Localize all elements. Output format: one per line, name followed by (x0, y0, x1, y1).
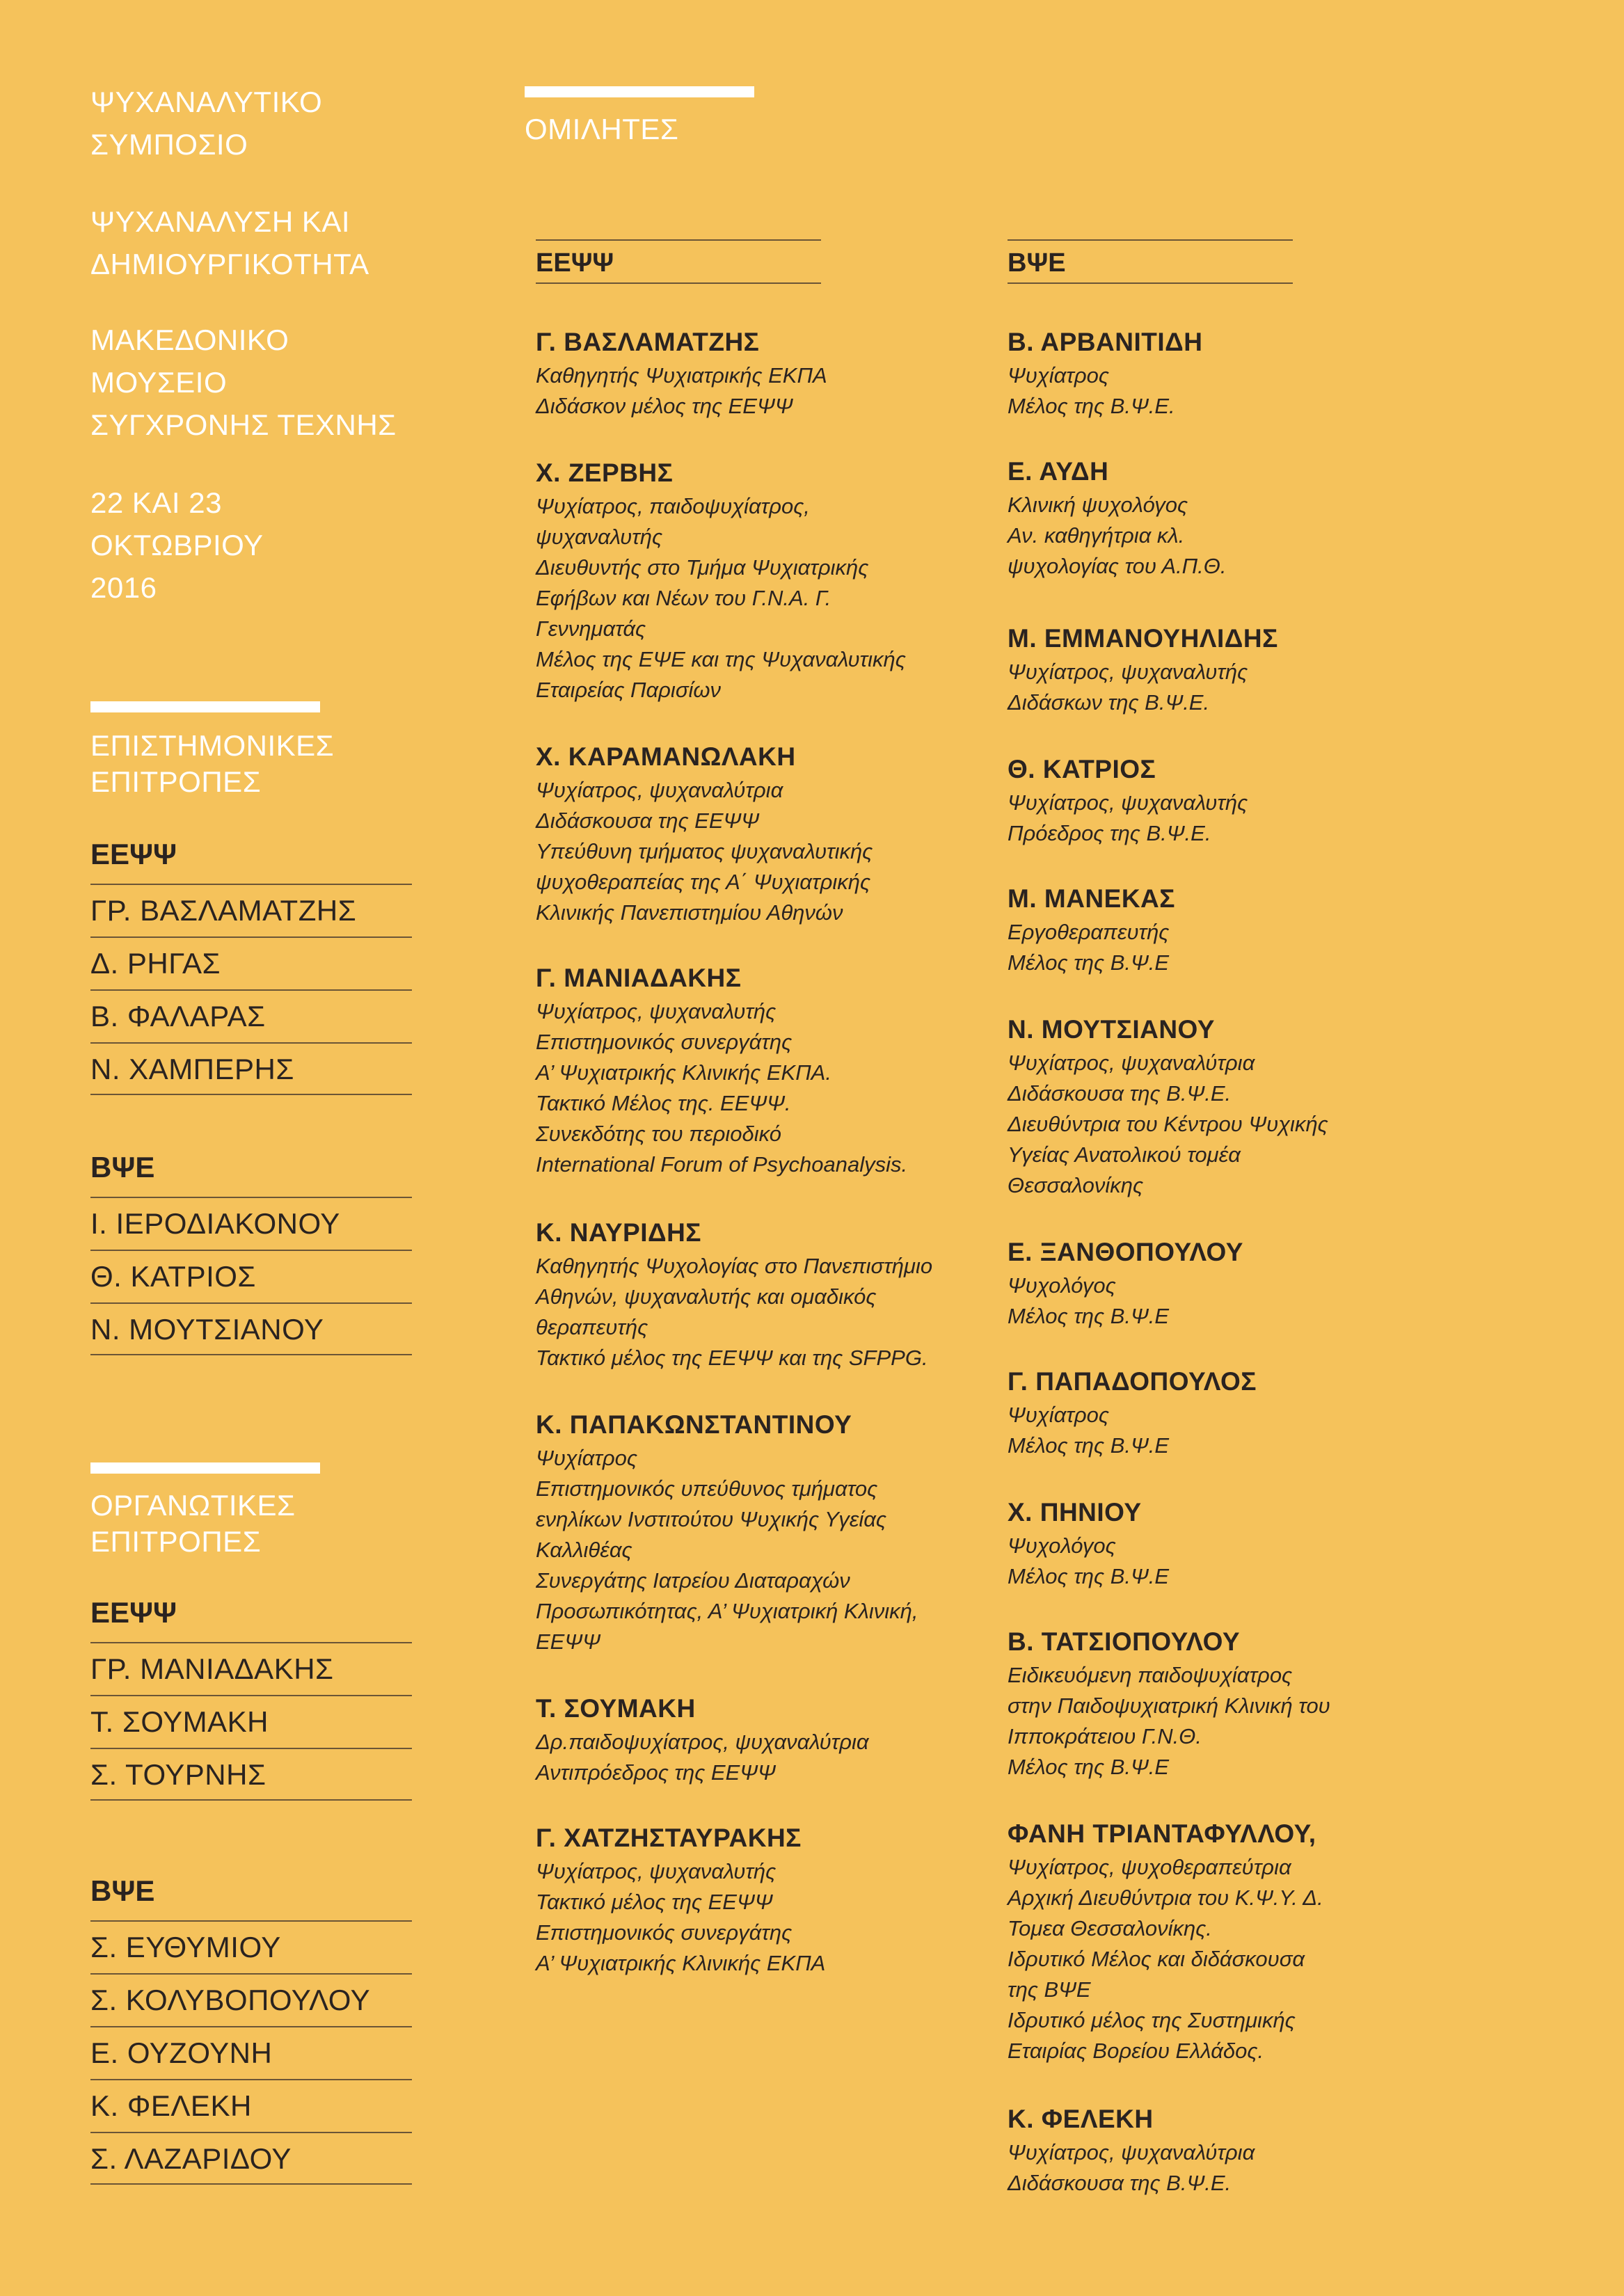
speaker-role: Κλινική ψυχολόγος Αν. καθηγήτρια κλ. ψυχολογίας του Α.Π.Θ. (1008, 493, 1227, 578)
committee-member: Κ. ΦΕΛΕΚΗ (90, 2079, 412, 2132)
scientific-committee-eepsps (90, 834, 412, 1095)
speaker-entry (1008, 884, 1425, 978)
speaker-entry (536, 1410, 953, 1657)
title-line: ΟΡΓΑΝΩΤΙΚΕΣ (90, 1489, 296, 1522)
speaker-entry (1008, 1237, 1425, 1332)
speaker-entry (536, 963, 953, 1180)
speaker-role: Ψυχίατρος Επιστημονικός υπεύθυνος τμήματος ενηλίκων Ινστιτούτου Ψυχικής Υγείας Καλλιθέας Συνεργάτης Ιατρείου Διαταραχών Προσωπικότητας, Α’ Ψυχιατρική Κλινική, ΕΕΨΨ (536, 1446, 918, 1654)
speaker-name: Χ. ΚΑΡΑΜΑΝΩΛΑΚΗ (536, 742, 796, 771)
committee-member: Β. ΦΑΛΑΡΑΣ (90, 989, 412, 1042)
event-title-line: ΨΥΧΑΝΑΛΥΤΙΚΟ (90, 86, 323, 118)
event-date-line: 2016 (90, 571, 157, 604)
section-divider-bar (90, 701, 320, 712)
committee-member: Σ. ΤΟΥΡΝΗΣ (90, 1748, 412, 1801)
speakers-col-org: ΒΨΕ (1008, 239, 1293, 284)
speaker-name: Β. ΤΑΤΣΙΟΠΟΥΛΟΥ (1008, 1627, 1241, 1656)
speaker-name: Γ. ΒΑΣΛΑΜΑΤΖΗΣ (536, 328, 760, 356)
committee-member: Ε. ΟΥΖΟΥΝΗ (90, 2026, 412, 2079)
committee-member: Τ. ΣΟΥΜΑΚΗ (90, 1695, 412, 1748)
committee-member: ΓΡ. ΒΑΣΛΑΜΑΤΖΗΣ (90, 884, 412, 936)
committee-member: Ν. ΧΑΜΠΕΡΗΣ (90, 1042, 412, 1095)
event-subtitle-line: ΨΥΧΑΝΑΛΥΣΗ ΚΑΙ (90, 205, 351, 238)
event-venue-line: ΜΟΥΣΕΙΟ (90, 366, 228, 399)
event-title (90, 81, 480, 166)
speaker-name: Θ. ΚΑΤΡΙΟΣ (1008, 755, 1156, 783)
speaker-role: Δρ.παιδοψυχίατρος, ψυχαναλύτρια Αντιπρόεδρος της ΕΕΨΨ (536, 1730, 869, 1785)
speaker-role: Ψυχίατρος Μέλος της Β.Ψ.Ε. (1008, 363, 1175, 418)
speaker-entry (1008, 623, 1425, 718)
event-title-line: ΣΥΜΠΟΣΙΟ (90, 128, 248, 161)
speaker-entry (1008, 754, 1425, 849)
speaker-role: Ψυχίατρος, ψυχοθεραπεύτρια Αρχική Διευθύντρια του Κ.Ψ.Υ. Δ. Τομεα Θεσσαλονίκης. Ιδρυτικό Μέλος και διδάσκουσα της ΒΨΕ Ιδρυτικό μέλος της Συστημικής Εταιρίας Βορείου Ελλάδος. (1008, 1855, 1323, 2063)
speaker-name: Μ. ΕΜΜΑΝΟΥΗΛΙΔΗΣ (1008, 624, 1278, 653)
title-line: ΕΠΙΣΤΗΜΟΝΙΚΕΣ (90, 729, 335, 762)
committee-org: ΕΕΨΨ (90, 838, 177, 870)
speaker-entry (1008, 1497, 1425, 1592)
speaker-name: Μ. ΜΑΝΕΚΑΣ (1008, 884, 1175, 913)
speaker-role: Ψυχίατρος, ψυχαναλυτής Διδάσκων της Β.Ψ.Ε. (1008, 660, 1248, 715)
speaker-entry (536, 1218, 953, 1373)
committee-member: ΓΡ. ΜΑΝΙΑΔΑΚΗΣ (90, 1642, 412, 1695)
speaker-name: Κ. ΝΑΥΡΙΔΗΣ (536, 1218, 702, 1247)
committee-org: ΒΨΕ (90, 1874, 155, 1907)
committee-org: ΕΕΨΨ (90, 1596, 177, 1629)
speaker-name: Κ. ΠΑΠΑΚΩΝΣΤΑΝΤΙΝΟΥ (536, 1410, 852, 1439)
event-date-line: ΟΚΤΩΒΡΙΟΥ (90, 529, 264, 561)
title-line: ΕΠΙΤΡΟΠΕΣ (90, 765, 262, 798)
section-divider-bar (90, 1462, 320, 1474)
speaker-entry (536, 458, 953, 705)
speaker-entry (1008, 1014, 1425, 1201)
speaker-name: ΦΑΝΗ ΤΡΙΑΝΤΑΦΥΛΛΟΥ, (1008, 1819, 1316, 1848)
speaker-role: Καθηγητής Ψυχιατρικής ΕΚΠΑ Διδάσκον μέλος της ΕΕΨΨ (536, 363, 827, 418)
speaker-name: Ε. ΞΑΝΘΟΠΟΥΛΟΥ (1008, 1238, 1243, 1266)
speaker-role: Ψυχίατρος, ψυχαναλύτρια Διδάσκουσα της Β.Ψ.Ε. (1008, 2140, 1255, 2195)
speaker-entry (1008, 1366, 1425, 1461)
speakers-divider-bar (525, 86, 754, 97)
committee-member: Θ. ΚΑΤΡΙΟΣ (90, 1250, 412, 1302)
speaker-entry (1008, 1627, 1425, 1783)
speaker-name: Γ. ΠΑΠΑΔΟΠΟΥΛΟΣ (1008, 1367, 1257, 1396)
speaker-name: Γ. ΧΑΤΖΗΣΤΑΥΡΑΚΗΣ (536, 1824, 802, 1852)
speaker-role: Ειδικευόμενη παιδοψυχίατρος στην Παιδοψυχιατρική Κλινική του Ιπποκράτειου Γ.Ν.Θ. Μέλος της Β.Ψ.Ε (1008, 1663, 1330, 1779)
event-date-line: 22 ΚΑΙ 23 (90, 486, 222, 519)
speaker-entry (536, 742, 953, 928)
speaker-entry (1008, 1819, 1425, 2066)
speakers-title: ΟΜΙΛΗΤΕΣ (525, 113, 679, 145)
organizing-committee-eepsps (90, 1592, 412, 1801)
speaker-name: Χ. ΠΗΝΙΟΥ (1008, 1498, 1142, 1526)
speaker-role: Ψυχίατρος, ψυχαναλυτής Τακτικό μέλος της ΕΕΨΨ Επιστημονικός συνεργάτης Α’ Ψυχιατρικής Κλινικής ΕΚΠΑ (536, 1859, 826, 1975)
committee-member: Σ. ΕΥΘΥΜΙΟΥ (90, 1920, 412, 1973)
speaker-entry (1008, 456, 1425, 582)
event-venue (90, 319, 480, 446)
speaker-name: Τ. ΣΟΥΜΑΚΗ (536, 1694, 696, 1723)
speaker-role: Ψυχίατρος, ψυχαναλύτρια Διδάσκουσα της Β.Ψ.Ε. Διευθύντρια του Κέντρου Ψυχικής Υγείας Ανατολικού τομέα Θεσσαλονίκης (1008, 1051, 1328, 1197)
speaker-role: Εργοθεραπευτής Μέλος της Β.Ψ.Ε (1008, 920, 1170, 975)
committee-org: ΒΨΕ (90, 1151, 155, 1183)
speaker-name: Ν. ΜΟΥΤΣΙΑΝΟΥ (1008, 1015, 1215, 1044)
scientific-committee-bpse (90, 1147, 412, 1355)
speaker-role: Ψυχολόγος Μέλος της Β.Ψ.Ε (1008, 1273, 1170, 1328)
speaker-entry (536, 327, 953, 422)
committee-member: Σ. ΛΑΖΑΡΙΔΟΥ (90, 2132, 412, 2185)
speaker-entry (1008, 2104, 1425, 2199)
organizing-committees-title (90, 1488, 452, 1560)
speaker-name: Β. ΑΡΒΑΝΙΤΙΔΗ (1008, 328, 1203, 356)
speaker-role: Ψυχίατρος, ψυχαναλυτής Πρόεδρος της Β.Ψ.Ε. (1008, 790, 1248, 845)
event-subtitle (90, 200, 480, 285)
speaker-role: Ψυχίατρος, ψυχαναλυτής Επιστημονικός συνεργάτης Α’ Ψυχιατρικής Κλινικής ΕΚΠΑ. Τακτικό Μέλος της. ΕΕΨΨ. Συνεκδότης του περιοδικό International Forum of Psychoanalysis. (536, 999, 908, 1177)
committee-member: Δ. ΡΗΓΑΣ (90, 936, 412, 989)
speaker-name: Γ. ΜΑΝΙΑΔΑΚΗΣ (536, 964, 742, 992)
speakers-col-org: ΕΕΨΨ (536, 239, 821, 284)
organizing-committee-bpse (90, 1870, 412, 2185)
title-line: ΕΠΙΤΡΟΠΕΣ (90, 1525, 262, 1558)
speaker-name: Χ. ΖΕΡΒΗΣ (536, 459, 674, 487)
speaker-role: Καθηγητής Ψυχολογίας στο Πανεπιστήμιο Αθηνών, ψυχαναλυτής και ομαδικός θεραπευτής Τακτικό μέλος της ΕΕΨΨ και της SFPPG. (536, 1254, 933, 1370)
committee-member: Ν. ΜΟΥΤΣΙΑΝΟΥ (90, 1302, 412, 1355)
speaker-entry (536, 1693, 953, 1788)
speaker-entry (536, 1823, 953, 1979)
speaker-name: Κ. ΦΕΛΕΚΗ (1008, 2105, 1154, 2133)
committee-member: Σ. ΚΟΛΥΒΟΠΟΥΛΟΥ (90, 1973, 412, 2026)
event-venue-line: ΜΑΚΕΔΟΝΙΚΟ (90, 324, 289, 356)
speaker-name: Ε. ΑΥΔΗ (1008, 457, 1109, 486)
committee-member: Ι. ΙΕΡΟΔΙΑΚΟΝΟΥ (90, 1197, 412, 1250)
speaker-role: Ψυχίατρος, ψυχαναλύτρια Διδάσκουσα της ΕΕΨΨ Υπεύθυνη τμήματος ψυχαναλυτικής ψυχοθεραπείας της Α΄ Ψυχιατρικής Κλινικής Πανεπιστημίου Αθηνών (536, 778, 873, 925)
event-venue-line: ΣΥΓΧΡΟΝΗΣ ΤΕΧΝΗΣ (90, 408, 397, 441)
speaker-role: Ψυχολόγος Μέλος της Β.Ψ.Ε (1008, 1533, 1170, 1588)
speaker-role: Ψυχίατρος Μέλος της Β.Ψ.Ε (1008, 1403, 1170, 1458)
event-date (90, 481, 480, 609)
scientific-committees-title (90, 728, 452, 800)
event-subtitle-line: ΔΗΜΙΟΥΡΓΙΚΟΤΗΤΑ (90, 248, 369, 280)
speaker-role: Ψυχίατρος, παιδοψυχίατρος, ψυχαναλυτής Διευθυντής στο Τμήμα Ψυχιατρικής Εφήβων και Νέων του Γ.Ν.Α. Γ. Γεννηματάς Μέλος της ΕΨΕ και της Ψυχαναλυτικής Εταιρείας Παρισίων (536, 494, 906, 702)
speaker-entry (1008, 327, 1425, 422)
